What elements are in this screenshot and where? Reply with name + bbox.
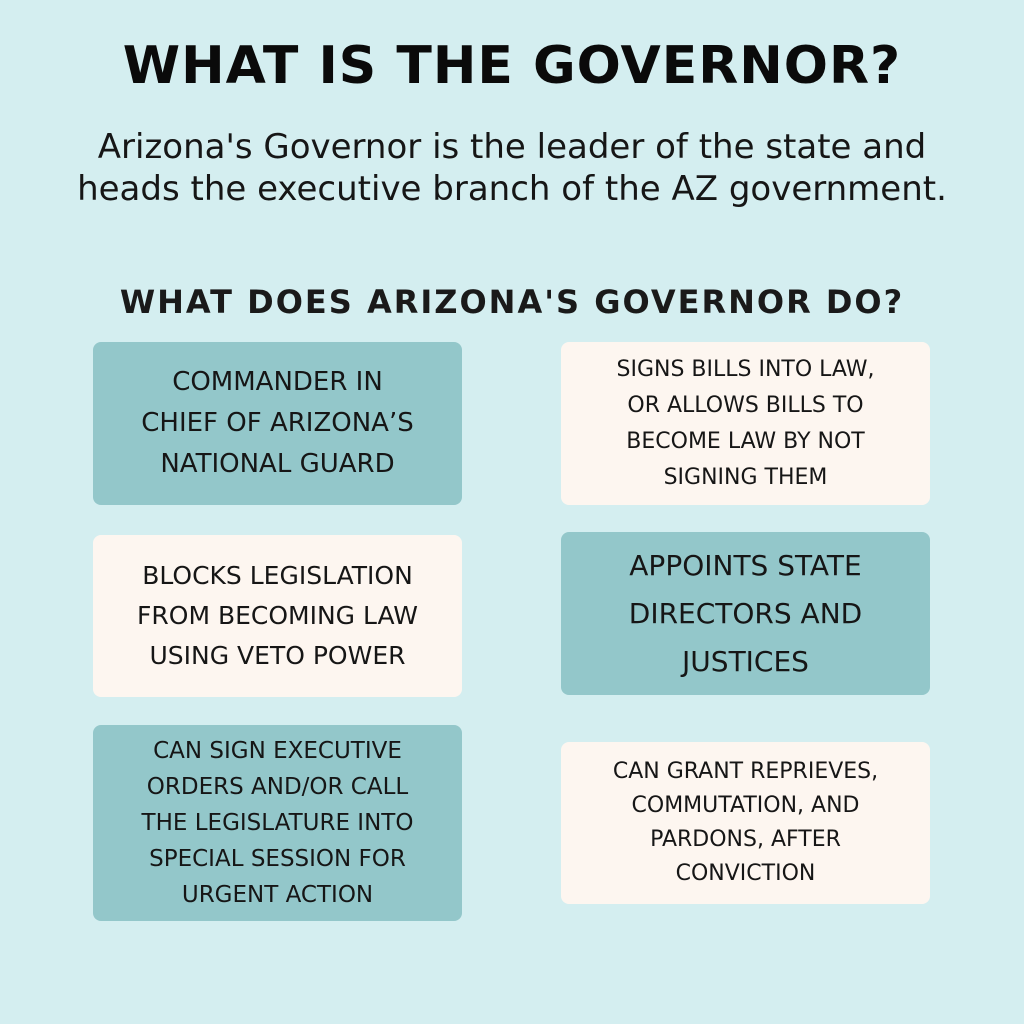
card-line: COMMANDER IN: [172, 367, 383, 397]
card-line: URGENT ACTION: [181, 882, 374, 908]
card-line: APPOINTS STATE: [629, 548, 862, 582]
intro-line: heads the executive branch of the AZ government.: [77, 169, 947, 209]
duty-card-executive-orders: [93, 725, 462, 921]
intro-text: [0, 126, 1024, 210]
card-line: SIGNS BILLS INTO LAW,: [616, 356, 875, 382]
duty-card-signs-bills: [561, 342, 930, 505]
card-line: SPECIAL SESSION FOR: [149, 846, 406, 872]
card-line: USING VETO POWER: [149, 641, 406, 670]
card-line: SIGNING THEM: [663, 464, 828, 490]
duty-card-appoints: [561, 532, 930, 695]
card-line: CHIEF OF ARIZONA’S: [141, 408, 414, 438]
card-line: OR ALLOWS BILLS TO: [627, 392, 864, 418]
card-line: ORDERS AND/OR CALL: [146, 774, 409, 800]
duty-card-veto-power: [93, 535, 462, 697]
card-line: FROM BECOMING LAW: [137, 601, 418, 630]
section-heading: WHAT DOES ARIZONA'S GOVERNOR DO?: [119, 283, 905, 321]
card-line: BLOCKS LEGISLATION: [142, 561, 413, 590]
page-title: WHAT IS THE GOVERNOR?: [122, 36, 902, 96]
card-line: THE LEGISLATURE INTO: [141, 810, 414, 836]
card-line: PARDONS, AFTER: [650, 827, 841, 852]
card-line: JUSTICES: [682, 644, 809, 678]
duty-card-national-guard: [93, 342, 462, 505]
intro-line: Arizona's Governor is the leader of the state and: [97, 127, 927, 167]
card-line: CAN GRANT REPRIEVES,: [612, 759, 879, 784]
card-line: NATIONAL GUARD: [160, 449, 395, 479]
card-line: BECOME LAW BY NOT: [626, 428, 865, 454]
card-line: CONVICTION: [675, 861, 816, 886]
card-line: CAN SIGN EXECUTIVE: [153, 738, 402, 764]
card-line: DIRECTORS AND: [628, 596, 863, 630]
duty-card-reprieves: [561, 742, 930, 904]
card-line: COMMUTATION, AND: [631, 793, 860, 818]
